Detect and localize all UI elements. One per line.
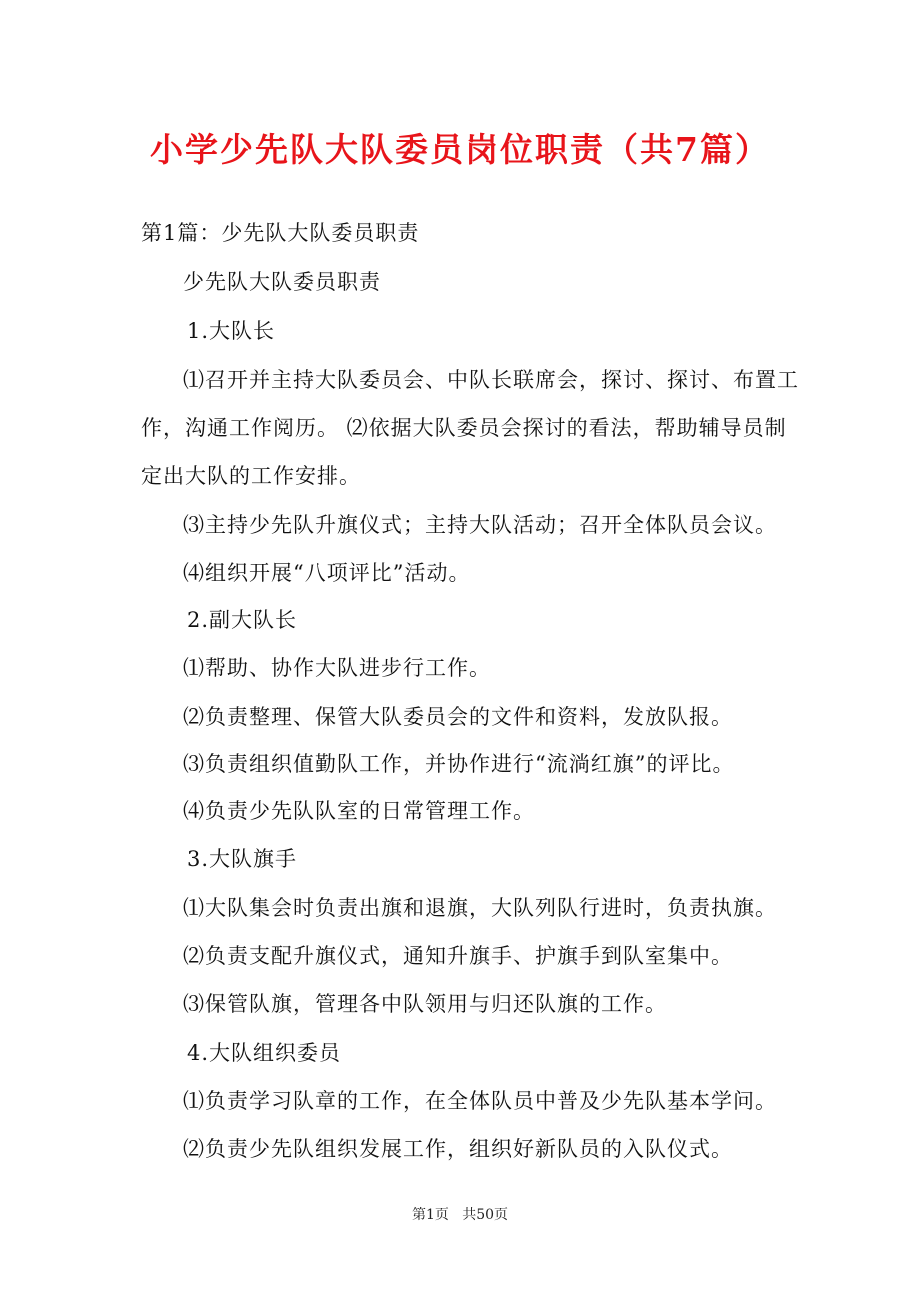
paragraph-line: ⑴帮助、协作大队进步行工作。	[183, 656, 491, 680]
paragraph-line: 作，沟通工作阅历。 ⑵依据大队委员会探讨的看法，帮助辅导员制	[141, 416, 787, 440]
paragraph-line: ⑵负责少先队组织发展工作，组织好新队员的入队仪式。	[183, 1137, 733, 1161]
document-title: 小学少先队大队委员岗位职责（共7篇）	[150, 130, 770, 169]
section-heading: 第1篇：少先队大队委员职责	[141, 221, 420, 245]
paragraph-line: ⑶负责组织值勤队工作，并协作进行“流淌红旗”的评比。	[183, 752, 735, 776]
paragraph-line: ⑷负责少先队队室的日常管理工作。	[183, 799, 535, 823]
paragraph-line: ⑶主持少先队升旗仪式；主持大队活动；召开全体队员会议。	[183, 513, 777, 537]
paragraph-line: ⑵负责整理、保管大队委员会的文件和资料，发放队报。	[183, 705, 733, 729]
subsection-heading: 少先队大队委员职责	[183, 270, 381, 294]
paragraph-line: ⑴负责学习队章的工作，在全体队员中普及少先队基本学问。	[183, 1089, 777, 1113]
paragraph-line: ⑴召开并主持大队委员会、中队长联席会，探讨、探讨、布置工	[183, 368, 799, 392]
paragraph-line: ⑵负责支配升旗仪式，通知升旗手、护旗手到队室集中。	[183, 944, 733, 968]
role-heading: 1.大队长	[187, 319, 276, 343]
paragraph-line: ⑴大队集会时负责出旗和退旗，大队列队行进时，负责执旗。	[183, 896, 777, 920]
paragraph-line: 定出大队的工作安排。	[141, 464, 361, 488]
page-number-footer: 第1页 共50页	[411, 1207, 509, 1223]
paragraph-line: ⑷组织开展“八项评比”活动。	[183, 561, 471, 585]
paragraph-line: ⑶保管队旗，管理各中队领用与归还队旗的工作。	[183, 992, 667, 1016]
role-heading: 3.大队旗手	[187, 847, 298, 871]
role-heading: 2.副大队长	[187, 608, 298, 632]
role-heading: 4.大队组织委员	[187, 1041, 342, 1065]
